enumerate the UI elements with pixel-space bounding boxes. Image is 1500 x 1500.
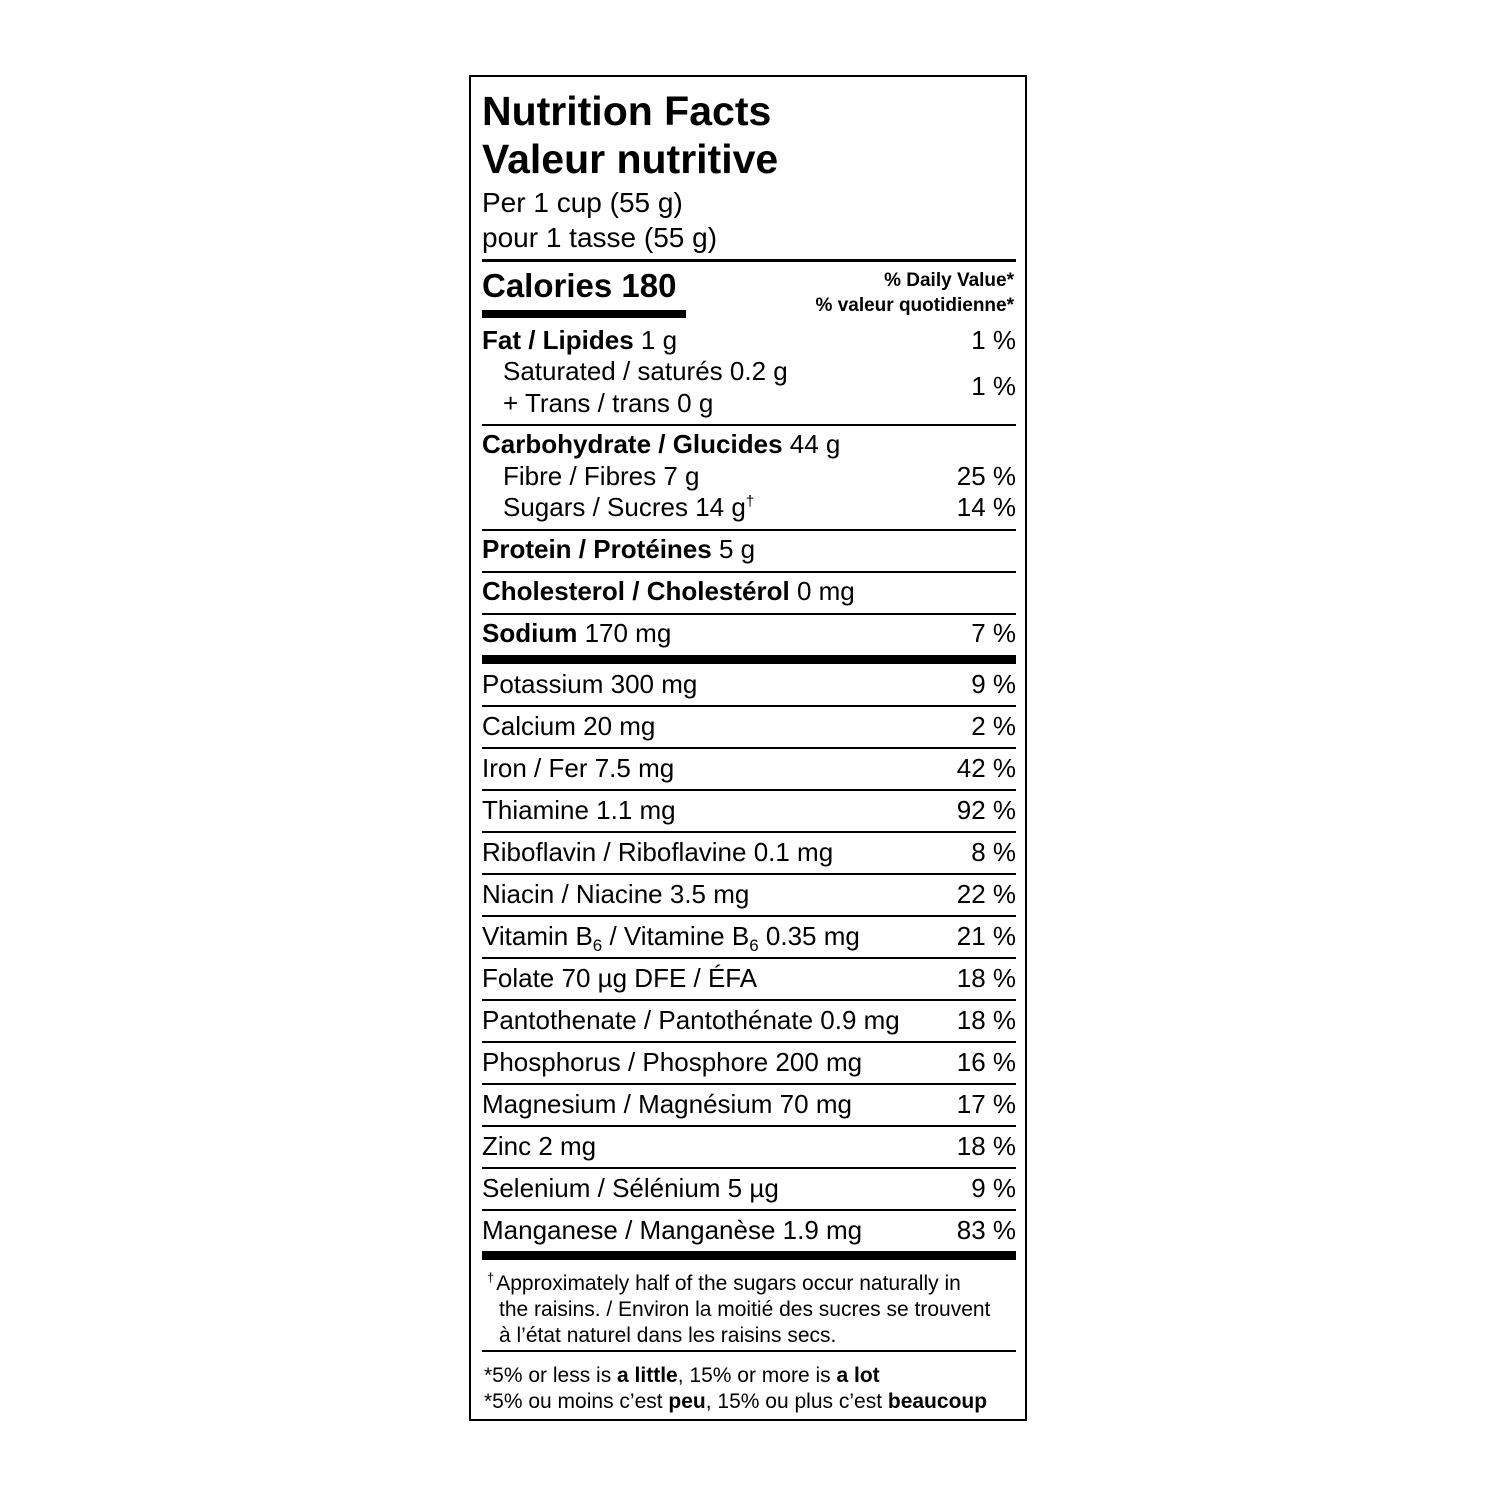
nutrient-row-zinc bbox=[482, 1129, 1016, 1163]
nutrient-pct: 9 % bbox=[971, 669, 1016, 699]
protein-row bbox=[482, 532, 1016, 566]
vitamin-b6-fr: / Vitamine B bbox=[602, 921, 750, 951]
sugars-row bbox=[482, 490, 1016, 524]
serving-size-fr: pour 1 tasse (55 g) bbox=[482, 222, 718, 253]
daily-value-header bbox=[816, 268, 1014, 318]
sodium-amount: 170 mg bbox=[584, 618, 672, 648]
sodium-pct: 7 % bbox=[971, 618, 1016, 648]
nutrient-row-riboflavin bbox=[482, 835, 1016, 869]
divider bbox=[482, 705, 1016, 707]
divider bbox=[482, 915, 1016, 917]
divider bbox=[482, 259, 1016, 262]
note-bold: a little bbox=[617, 1364, 678, 1387]
note-bold: a lot bbox=[836, 1364, 880, 1387]
vitamin-b6-subscript: 6 bbox=[592, 936, 603, 955]
divider bbox=[482, 529, 1016, 531]
nutrient-pct: 83 % bbox=[956, 1215, 1016, 1245]
nutrient-row-thiamine bbox=[482, 793, 1016, 827]
nutrient-row-magnesium bbox=[482, 1087, 1016, 1121]
nutrient-pct: 42 % bbox=[956, 753, 1016, 783]
carbohydrate-row bbox=[482, 427, 1016, 461]
calories-label: Calories bbox=[482, 267, 613, 304]
nutrient-pct: 8 % bbox=[971, 837, 1016, 867]
nutrient-pct: 22 % bbox=[956, 879, 1016, 909]
sat-trans-pct: 1 % bbox=[971, 371, 1016, 401]
footnote-line-2: the raisins. / Environ la moitié des sucres se trouvent bbox=[499, 1298, 991, 1321]
fibre-row bbox=[482, 459, 1016, 493]
nutrient-label: Zinc 2 mg bbox=[482, 1131, 597, 1161]
calories-underline bbox=[482, 310, 686, 318]
calories bbox=[482, 267, 676, 305]
protein-amount: 5 g bbox=[718, 534, 756, 564]
nutrient-row-calcium bbox=[482, 709, 1016, 743]
daily-value-note bbox=[484, 1363, 987, 1415]
nutrient-row-iron bbox=[482, 751, 1016, 785]
nutrient-row-niacin bbox=[482, 877, 1016, 911]
footnote-line-1: Approximately half of the sugars occur naturally in bbox=[496, 1272, 961, 1295]
footnote-mark: † bbox=[487, 1270, 495, 1285]
divider bbox=[482, 999, 1016, 1001]
cholesterol-row bbox=[482, 574, 1016, 608]
sugars-footnote-mark: † bbox=[745, 493, 755, 510]
divider bbox=[482, 1125, 1016, 1127]
nutrient-pct: 18 % bbox=[956, 963, 1016, 993]
nutrient-label: Selenium / Sélénium 5 µg bbox=[482, 1173, 779, 1203]
serving-size-en: Per 1 cup (55 g) bbox=[482, 187, 683, 218]
nutrient-row-manganese bbox=[482, 1213, 1016, 1247]
fat-amount: 1 g bbox=[640, 325, 678, 355]
fat-row bbox=[482, 323, 1016, 357]
divider bbox=[482, 1209, 1016, 1211]
carbohydrate-amount: 44 g bbox=[789, 429, 841, 459]
note-text: *5% or less is bbox=[484, 1364, 618, 1387]
nutrient-pct: 18 % bbox=[956, 1131, 1016, 1161]
sodium-label: Sodium bbox=[482, 618, 578, 648]
note-text: , 15% or more is bbox=[677, 1364, 837, 1387]
calories-value: 180 bbox=[621, 267, 677, 304]
nutrient-row-pantothenate bbox=[482, 1003, 1016, 1037]
nutrient-label: Phosphorus / Phosphore 200 mg bbox=[482, 1047, 863, 1077]
nutrient-row-selenium bbox=[482, 1171, 1016, 1205]
nutrient-pct: 18 % bbox=[956, 1005, 1016, 1035]
nutrient-label: Niacin / Niacine 3.5 mg bbox=[482, 879, 750, 909]
divider-thick bbox=[482, 655, 1016, 664]
title-fr: Valeur nutritive bbox=[482, 136, 779, 182]
carbohydrate-label: Carbohydrate / Glucides bbox=[482, 429, 783, 459]
vitamin-b6-en: Vitamin B bbox=[482, 921, 593, 951]
divider bbox=[482, 1083, 1016, 1085]
divider bbox=[482, 957, 1016, 959]
nutrient-pct: 92 % bbox=[956, 795, 1016, 825]
nutrient-row-vitamin-b6 bbox=[482, 919, 1016, 953]
nutrient-row-folate bbox=[482, 961, 1016, 995]
nutrient-pct: 2 % bbox=[971, 711, 1016, 741]
fibre-label: Fibre / Fibres 7 g bbox=[503, 461, 700, 491]
divider bbox=[482, 747, 1016, 749]
daily-value-fr: % valeur quotidienne* bbox=[815, 295, 1014, 316]
nutrient-label: Iron / Fer 7.5 mg bbox=[482, 753, 675, 783]
saturated-label: Saturated / saturés 0.2 g bbox=[503, 356, 788, 386]
nutrient-label: Manganese / Manganèse 1.9 mg bbox=[482, 1215, 863, 1245]
sugars-pct: 14 % bbox=[956, 492, 1016, 522]
nutrient-pct: 17 % bbox=[956, 1089, 1016, 1119]
divider bbox=[482, 1167, 1016, 1169]
daily-value-note-en bbox=[484, 1363, 987, 1389]
nutrient-pct: 21 % bbox=[956, 921, 1016, 951]
sodium-row bbox=[482, 616, 1016, 650]
trans-label: + Trans / trans 0 g bbox=[503, 388, 714, 418]
nutrient-label: Calcium 20 mg bbox=[482, 711, 656, 741]
divider bbox=[482, 831, 1016, 833]
nutrient-label: Potassium 300 mg bbox=[482, 669, 698, 699]
daily-value-en: % Daily Value* bbox=[884, 270, 1014, 291]
fat-pct: 1 % bbox=[971, 325, 1016, 355]
divider bbox=[482, 1041, 1016, 1043]
daily-value-note-fr bbox=[484, 1389, 987, 1415]
fibre-pct: 25 % bbox=[956, 461, 1016, 491]
divider-thick bbox=[482, 1251, 1016, 1260]
nutrient-label: Riboflavin / Riboflavine 0.1 mg bbox=[482, 837, 834, 867]
divider bbox=[482, 1350, 1016, 1352]
divider bbox=[482, 789, 1016, 791]
sugars-label: Sugars / Sucres 14 g bbox=[503, 492, 746, 522]
sat-trans-pct-row bbox=[482, 369, 1016, 403]
sugars-footnote bbox=[487, 1265, 990, 1349]
cholesterol-amount: 0 mg bbox=[796, 576, 855, 606]
divider bbox=[482, 873, 1016, 875]
vitamin-b6-amount: 0.35 mg bbox=[758, 921, 860, 951]
nutrient-row-potassium bbox=[482, 667, 1016, 701]
footnote-line-3: à l’état naturel dans les raisins secs. bbox=[499, 1324, 837, 1347]
divider bbox=[482, 424, 1016, 426]
note-text: *5% ou moins c’est bbox=[484, 1390, 669, 1413]
note-bold: beaucoup bbox=[887, 1390, 988, 1413]
nutrient-label: Thiamine 1.1 mg bbox=[482, 795, 676, 825]
vitamin-b6-subscript-fr: 6 bbox=[749, 936, 759, 955]
divider bbox=[482, 571, 1016, 573]
nutrient-label: Pantothenate / Pantothénate 0.9 mg bbox=[482, 1005, 900, 1035]
nutrient-label: Magnesium / Magnésium 70 mg bbox=[482, 1089, 852, 1119]
note-text: , 15% ou plus c’est bbox=[705, 1390, 888, 1413]
title-en: Nutrition Facts bbox=[482, 88, 772, 134]
divider bbox=[482, 613, 1016, 615]
nutrient-row-phosphorus bbox=[482, 1045, 1016, 1079]
fat-label: Fat / Lipides bbox=[482, 325, 634, 355]
nutrient-label: Folate 70 µg DFE / ÉFA bbox=[482, 963, 758, 993]
note-bold: peu bbox=[668, 1390, 706, 1413]
nutrition-facts-panel bbox=[469, 75, 1027, 1421]
nutrient-pct: 16 % bbox=[956, 1047, 1016, 1077]
protein-label: Protein / Protéines bbox=[482, 534, 712, 564]
nutrient-pct: 9 % bbox=[971, 1173, 1016, 1203]
cholesterol-label: Cholesterol / Cholestérol bbox=[482, 576, 790, 606]
